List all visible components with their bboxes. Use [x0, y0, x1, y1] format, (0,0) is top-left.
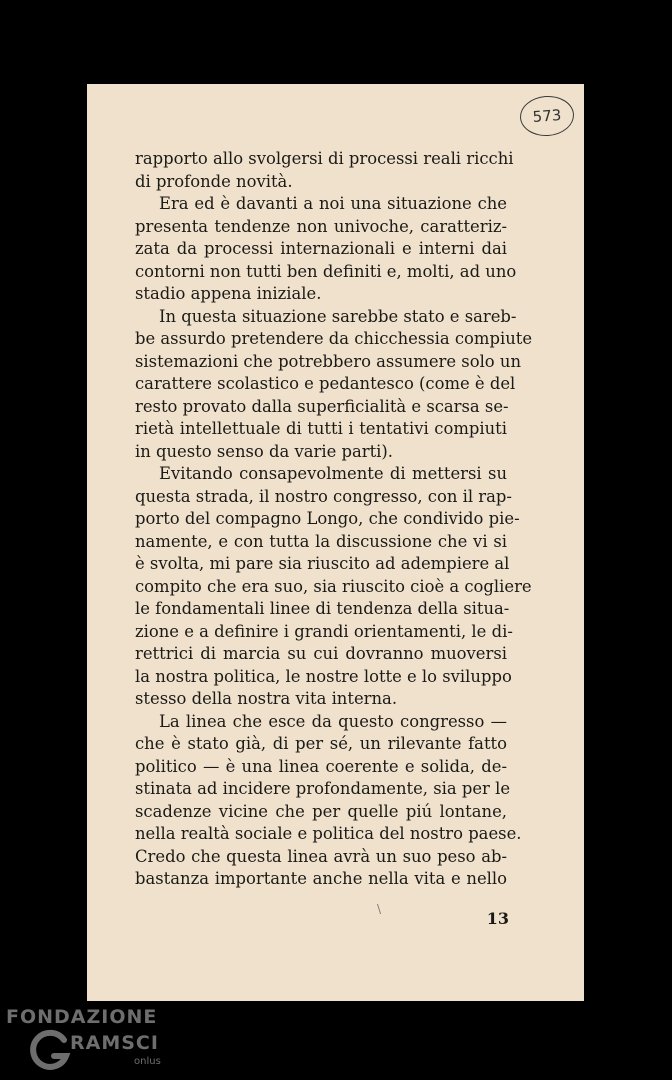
archive-stamp-number: 573 — [532, 106, 562, 126]
text-line: compito che era suo, sia riuscito cioè a cogliere — [135, 576, 532, 596]
text-line: stesso della nostra vita interna. — [135, 689, 398, 708]
text-line: porto del compagno Longo, che condivido pie- — [135, 509, 520, 528]
document-page — [87, 84, 584, 1001]
text-line: è svolta, mi pare sia riuscito ad adempiere al — [135, 554, 510, 573]
logo-suffix: onlus — [134, 1056, 161, 1067]
text-line: stinata ad incidere profondamente, sia per le — [135, 779, 511, 798]
text-line: scadenze vicine che per quelle piú lontane, — [135, 801, 507, 821]
text-line: In questa situazione sarebbe stato e sareb- — [159, 306, 517, 326]
text-line: presenta tendenze non univoche, caratteriz- — [135, 216, 507, 236]
text-line: zione e a definire i grandi orientamenti, le di- — [135, 621, 513, 641]
stray-mark: \ — [377, 902, 382, 916]
text-line: stadio appena iniziale. — [135, 284, 322, 303]
fondazione-gramsci-logo — [6, 1004, 166, 1080]
text-line: che è stato già, di per sé, un rilevante fatto — [135, 734, 507, 753]
text-line: zata da processi internazionali e interni dai — [135, 239, 507, 258]
text-line: questa strada, il nostro congresso, con il rap- — [135, 486, 512, 506]
text-line: le fondamentali linee di tendenza della situa- — [135, 599, 510, 618]
text-line: di profonde novità. — [135, 171, 293, 191]
text-line: namente, e con tutta la discussione che vi si — [135, 531, 507, 551]
text-line: la nostra politica, le nostre lotte e lo sviluppo — [135, 666, 512, 686]
text-line: bastanza importante anche nella vita e nello — [135, 869, 507, 888]
text-line: resto provato dalla superficialità e scarsa se- — [135, 396, 509, 416]
text-line: carattere scolastico e pedantesco (come è del — [135, 374, 516, 393]
text-line: Credo che questa linea avrà un suo peso ab- — [135, 846, 507, 866]
logo-line-1: FONDAZIONE — [6, 1006, 158, 1028]
archive-stamp — [519, 94, 576, 138]
text-line: sistemazioni che potrebbero assumere solo un — [135, 351, 521, 371]
text-line: nella realtà sociale e politica del nostro paese. — [135, 824, 522, 843]
text-line: politico — è una linea coerente e solida, de- — [135, 756, 507, 776]
logo-g-icon — [28, 1028, 72, 1072]
text-line: contorni non tutti ben definiti e, molti, ad uno — [135, 261, 517, 281]
text-line: in questo senso da varie parti). — [135, 441, 394, 461]
text-line: rapporto allo svolgersi di processi reali ricchi — [135, 149, 514, 168]
text-block — [135, 148, 533, 891]
text-line: Era ed è davanti a noi una situazione che — [159, 194, 507, 213]
text-line: be assurdo pretendere da chicchessia compiute — [135, 329, 533, 348]
page-number: 13 — [486, 909, 509, 928]
text-line: Evitando consapevolmente di mettersi su — [159, 464, 507, 483]
logo-line-2: RAMSCI — [70, 1032, 159, 1054]
text-line: rietà intellettuale di tutti i tentativi compiuti — [135, 419, 507, 438]
text-line: La linea che esce da questo congresso — — [159, 711, 507, 731]
text-line: rettrici di marcia su cui dovranno muoversi — [135, 644, 507, 663]
